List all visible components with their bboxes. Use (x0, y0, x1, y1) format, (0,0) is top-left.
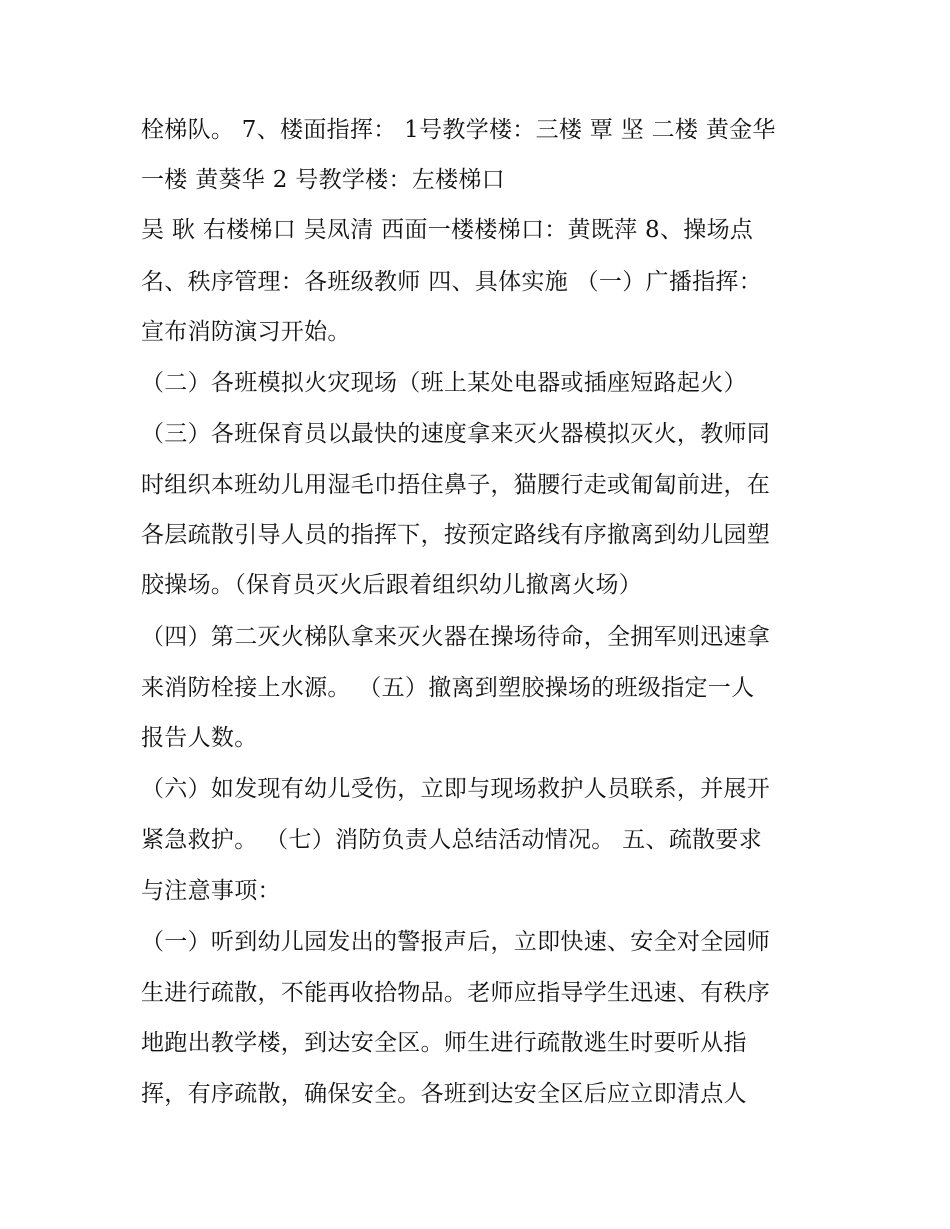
text-line-14: （六）如发现有幼儿受伤，立即与现场救护人员联系，并展开 (141, 776, 771, 802)
text-line-4: 名、秩序管理：各班级教师 四、具体实施 （一）广播指挥： (141, 269, 763, 295)
text-line-19: 地跑出教学楼，到达安全区。师生进行疏散逃生时要听从指 (141, 1030, 747, 1056)
text-line-15: 紧急救护。 （七）消防负责人总结活动情况。 五、疏散要求 (141, 827, 763, 853)
text-line-3: 吴 耿 右楼梯口 吴凤清 西面一楼楼梯口：黄既萍 8、操场点 (141, 217, 754, 243)
text-line-11: （四）第二灭火梯队拿来灭火器在操场待命，全拥军则迅速拿 (141, 624, 771, 650)
text-line-5: 宣布消防演习开始。 (141, 319, 351, 345)
text-line-2: 一楼 黄葵华 2 号教学楼：左楼梯口 (141, 167, 505, 193)
text-line-10: 胶操场。（保育员灭火后跟着组织幼儿撤离火场） (141, 572, 643, 598)
text-line-9: 各层疏散引导人员的指挥下，按预定路线有序撤离到幼儿园塑 (141, 522, 771, 548)
text-line-1: 栓梯队。 7、楼面指挥： 1号教学楼：三楼 覃 坚 二楼 黄金华 (141, 117, 776, 143)
text-line-7: （三）各班保育员以最快的速度拿来灭火器模拟灭火，教师同 (141, 421, 771, 447)
text-line-18: 生进行疏散，不能再收拾物品。老师应指导学生迅速、有秩序 (141, 980, 771, 1006)
text-line-6: （二）各班模拟火灾现场（班上某处电器或插座短路起火） (141, 370, 747, 396)
text-line-12: 来消防栓接上水源。 （五）撤离到塑胶操场的班级指定一人 (141, 675, 755, 701)
text-line-17: （一）听到幼儿园发出的警报声后，立即快速、安全对全园师 (141, 929, 771, 955)
text-line-20: 挥，有序疏散，确保安全。各班到达安全区后应立即清点人 (141, 1081, 747, 1107)
text-line-8: 时组织本班幼儿用湿毛巾捂住鼻子，猫腰行走或匍匐前进，在 (141, 472, 771, 498)
text-line-16: 与注意事项： (141, 878, 281, 904)
text-line-13: 报告人数。 (141, 725, 258, 751)
